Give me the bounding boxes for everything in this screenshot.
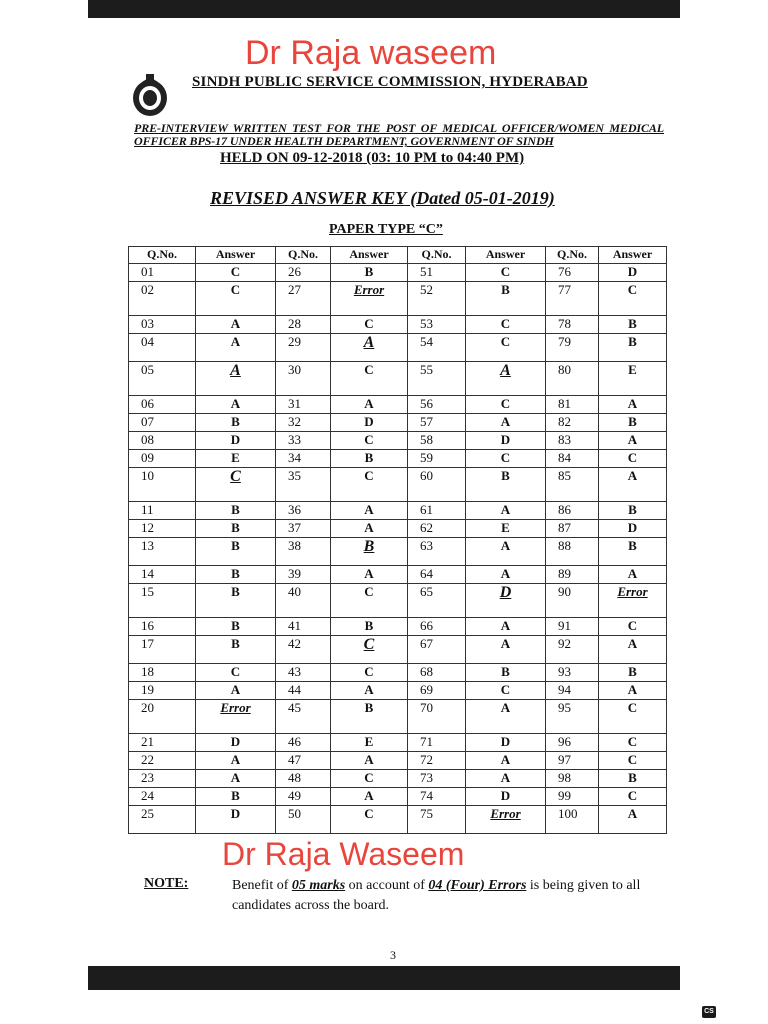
answer-cell: C	[466, 682, 546, 700]
answer-cell: B	[331, 538, 408, 566]
question-number-cell: 86	[546, 502, 599, 520]
table-row	[129, 362, 667, 396]
answer-cell: D	[599, 520, 667, 538]
question-number-cell: 41	[276, 618, 331, 636]
question-number-cell: 66	[408, 618, 466, 636]
question-number-cell: 10	[129, 468, 196, 502]
answer-cell: C	[331, 316, 408, 334]
question-number-cell: 39	[276, 566, 331, 584]
question-number-cell: 58	[408, 432, 466, 450]
table-row	[129, 636, 667, 664]
question-number-cell: 49	[276, 788, 331, 806]
answer-cell: C	[466, 450, 546, 468]
answer-cell: D	[331, 414, 408, 432]
answer-cell: C	[331, 806, 408, 834]
answer-cell: D	[466, 734, 546, 752]
question-number-cell: 08	[129, 432, 196, 450]
table-row	[129, 618, 667, 636]
question-number-cell: 82	[546, 414, 599, 432]
question-number-cell: 60	[408, 468, 466, 502]
answer-cell: B	[331, 700, 408, 734]
answer-cell: B	[331, 618, 408, 636]
answer-cell: A	[196, 682, 276, 700]
table-row	[129, 788, 667, 806]
question-number-cell: 80	[546, 362, 599, 396]
question-number-cell: 45	[276, 700, 331, 734]
question-number-cell: 54	[408, 334, 466, 362]
question-number-cell: 01	[129, 264, 196, 282]
question-number-cell: 77	[546, 282, 599, 316]
question-number-cell: 89	[546, 566, 599, 584]
question-number-cell: 17	[129, 636, 196, 664]
table-row	[129, 450, 667, 468]
note-text-part: on account of	[345, 878, 429, 893]
page-number: 3	[390, 948, 396, 962]
question-number-cell: 97	[546, 752, 599, 770]
test-subtitle: PRE-INTERVIEW WRITTEN TEST FOR THE POST OF MEDICAL OFFICER/WOMEN MEDICAL OFFICER BPS-17 UNDER HEALTH DEPARTMENT, GOVERNMENT OF SINDH	[134, 121, 664, 148]
question-number-cell: 79	[546, 334, 599, 362]
answer-cell: Error	[466, 806, 546, 834]
answer-cell: C	[599, 282, 667, 316]
answer-cell: C	[331, 770, 408, 788]
header-answer: Answer	[466, 247, 546, 264]
answer-cell: Error	[196, 700, 276, 734]
table-row	[129, 396, 667, 414]
table-row	[129, 414, 667, 432]
answer-cell: A	[466, 566, 546, 584]
answer-cell: Error	[331, 282, 408, 316]
commission-emblem-icon	[130, 72, 170, 118]
question-number-cell: 98	[546, 770, 599, 788]
answer-cell: A	[331, 566, 408, 584]
question-number-cell: 85	[546, 468, 599, 502]
table-row	[129, 682, 667, 700]
answer-cell: C	[196, 664, 276, 682]
answer-cell: A	[599, 806, 667, 834]
question-number-cell: 11	[129, 502, 196, 520]
question-number-cell: 61	[408, 502, 466, 520]
answer-cell: A	[599, 566, 667, 584]
answer-cell: D	[466, 432, 546, 450]
revised-answer-key-title: REVISED ANSWER KEY (Dated 05-01-2019)	[210, 188, 555, 208]
bottom-scan-border	[88, 966, 680, 990]
answer-cell: B	[599, 316, 667, 334]
question-number-cell: 53	[408, 316, 466, 334]
answer-cell: A	[331, 752, 408, 770]
answer-cell: B	[599, 664, 667, 682]
question-number-cell: 44	[276, 682, 331, 700]
question-number-cell: 30	[276, 362, 331, 396]
note-label: NOTE:	[144, 876, 189, 891]
answer-cell: C	[466, 316, 546, 334]
scanner-badge-icon: CS	[702, 1006, 716, 1018]
question-number-cell: 62	[408, 520, 466, 538]
answer-cell: A	[466, 752, 546, 770]
answer-cell: B	[196, 566, 276, 584]
answer-cell: B	[599, 502, 667, 520]
answer-cell: C	[331, 362, 408, 396]
question-number-cell: 68	[408, 664, 466, 682]
question-number-cell: 19	[129, 682, 196, 700]
answer-cell: B	[466, 664, 546, 682]
answer-cell: B	[599, 538, 667, 566]
watermark-top: Dr Raja waseem	[245, 34, 497, 72]
table-row	[129, 282, 667, 316]
question-number-cell: 20	[129, 700, 196, 734]
question-number-cell: 99	[546, 788, 599, 806]
answer-cell: B	[331, 450, 408, 468]
answer-cell: C	[196, 468, 276, 502]
question-number-cell: 96	[546, 734, 599, 752]
question-number-cell: 47	[276, 752, 331, 770]
question-number-cell: 28	[276, 316, 331, 334]
answer-cell: D	[466, 788, 546, 806]
table-row	[129, 584, 667, 618]
question-number-cell: 78	[546, 316, 599, 334]
answer-cell: C	[599, 752, 667, 770]
answer-cell: C	[331, 636, 408, 664]
answer-cell: B	[196, 584, 276, 618]
answer-cell: B	[599, 414, 667, 432]
table-row	[129, 700, 667, 734]
question-number-cell: 92	[546, 636, 599, 664]
question-number-cell: 25	[129, 806, 196, 834]
answer-cell: A	[599, 682, 667, 700]
question-number-cell: 26	[276, 264, 331, 282]
table-row	[129, 806, 667, 834]
answer-cell: B	[196, 502, 276, 520]
note-marks: 05 marks	[291, 878, 346, 893]
question-number-cell: 22	[129, 752, 196, 770]
answer-cell: C	[196, 282, 276, 316]
table-row	[129, 334, 667, 362]
answer-cell: B	[331, 264, 408, 282]
question-number-cell: 38	[276, 538, 331, 566]
answer-cell: A	[331, 682, 408, 700]
question-number-cell: 05	[129, 362, 196, 396]
answer-cell: C	[599, 618, 667, 636]
answer-cell: C	[466, 334, 546, 362]
question-number-cell: 48	[276, 770, 331, 788]
answer-cell: D	[196, 432, 276, 450]
answer-cell: E	[331, 734, 408, 752]
question-number-cell: 27	[276, 282, 331, 316]
answer-cell: A	[466, 538, 546, 566]
question-number-cell: 34	[276, 450, 331, 468]
answer-cell: B	[196, 414, 276, 432]
question-number-cell: 84	[546, 450, 599, 468]
question-number-cell: 55	[408, 362, 466, 396]
question-number-cell: 50	[276, 806, 331, 834]
answer-cell: A	[599, 468, 667, 502]
answer-cell: A	[331, 788, 408, 806]
question-number-cell: 95	[546, 700, 599, 734]
question-number-cell: 04	[129, 334, 196, 362]
question-number-cell: 24	[129, 788, 196, 806]
answer-cell: B	[466, 282, 546, 316]
note-text-part: is being given to all candidates across the board.	[232, 878, 641, 913]
header-qno: Q.No.	[408, 247, 466, 264]
question-number-cell: 94	[546, 682, 599, 700]
note-text	[232, 876, 662, 916]
question-number-cell: 14	[129, 566, 196, 584]
question-number-cell: 40	[276, 584, 331, 618]
answer-cell: A	[599, 636, 667, 664]
header-answer: Answer	[331, 247, 408, 264]
answer-cell: A	[466, 636, 546, 664]
question-number-cell: 02	[129, 282, 196, 316]
table-row	[129, 566, 667, 584]
header-qno: Q.No.	[129, 247, 196, 264]
table-row	[129, 502, 667, 520]
question-number-cell: 18	[129, 664, 196, 682]
question-number-cell: 67	[408, 636, 466, 664]
answer-cell: A	[331, 502, 408, 520]
answer-cell: C	[331, 468, 408, 502]
answer-cell: A	[196, 334, 276, 362]
question-number-cell: 83	[546, 432, 599, 450]
answer-cell: C	[466, 264, 546, 282]
question-number-cell: 37	[276, 520, 331, 538]
header-qno: Q.No.	[546, 247, 599, 264]
question-number-cell: 09	[129, 450, 196, 468]
answer-cell: B	[599, 334, 667, 362]
answer-cell: A	[196, 770, 276, 788]
table-row	[129, 770, 667, 788]
table-row	[129, 432, 667, 450]
note-text-part: Benefit of	[232, 878, 292, 893]
answer-cell: A	[599, 396, 667, 414]
answer-cell: A	[331, 396, 408, 414]
question-number-cell: 63	[408, 538, 466, 566]
question-number-cell: 91	[546, 618, 599, 636]
answer-cell: C	[331, 432, 408, 450]
answer-cell: D	[196, 734, 276, 752]
answer-cell: C	[196, 264, 276, 282]
answer-cell: C	[599, 700, 667, 734]
question-number-cell: 21	[129, 734, 196, 752]
table-row	[129, 752, 667, 770]
table-row	[129, 734, 667, 752]
answer-cell: A	[466, 414, 546, 432]
answer-cell: A	[196, 362, 276, 396]
answer-cell: A	[331, 334, 408, 362]
answer-cell: A	[196, 316, 276, 334]
table-row	[129, 538, 667, 566]
question-number-cell: 87	[546, 520, 599, 538]
watermark-bottom: Dr Raja Waseem	[222, 836, 465, 872]
answer-cell: B	[196, 618, 276, 636]
paper-type: PAPER TYPE “C”	[329, 222, 443, 237]
question-number-cell: 15	[129, 584, 196, 618]
question-number-cell: 35	[276, 468, 331, 502]
question-number-cell: 76	[546, 264, 599, 282]
question-number-cell: 59	[408, 450, 466, 468]
answer-cell: E	[196, 450, 276, 468]
question-number-cell: 42	[276, 636, 331, 664]
question-number-cell: 64	[408, 566, 466, 584]
table-header-row	[129, 247, 667, 264]
table-row	[129, 664, 667, 682]
header-answer: Answer	[196, 247, 276, 264]
question-number-cell: 16	[129, 618, 196, 636]
answer-cell: A	[466, 502, 546, 520]
question-number-cell: 72	[408, 752, 466, 770]
answer-cell: C	[331, 664, 408, 682]
answer-cell: E	[466, 520, 546, 538]
question-number-cell: 23	[129, 770, 196, 788]
header-answer: Answer	[599, 247, 667, 264]
answer-cell: C	[466, 396, 546, 414]
question-number-cell: 81	[546, 396, 599, 414]
answer-cell: Error	[599, 584, 667, 618]
question-number-cell: 32	[276, 414, 331, 432]
question-number-cell: 07	[129, 414, 196, 432]
question-number-cell: 75	[408, 806, 466, 834]
answer-cell: A	[331, 520, 408, 538]
question-number-cell: 46	[276, 734, 331, 752]
answer-cell: D	[196, 806, 276, 834]
answer-cell: A	[196, 396, 276, 414]
question-number-cell: 13	[129, 538, 196, 566]
answer-cell: B	[196, 538, 276, 566]
question-number-cell: 73	[408, 770, 466, 788]
table-row	[129, 468, 667, 502]
question-number-cell: 33	[276, 432, 331, 450]
answer-cell: B	[196, 520, 276, 538]
question-number-cell: 100	[546, 806, 599, 834]
answer-cell: B	[196, 636, 276, 664]
answer-cell: C	[599, 734, 667, 752]
answer-cell: A	[466, 362, 546, 396]
answer-cell: B	[466, 468, 546, 502]
answer-cell: D	[466, 584, 546, 618]
question-number-cell: 69	[408, 682, 466, 700]
answer-cell: A	[466, 770, 546, 788]
question-number-cell: 51	[408, 264, 466, 282]
question-number-cell: 65	[408, 584, 466, 618]
table-row	[129, 316, 667, 334]
table-row	[129, 264, 667, 282]
header-qno: Q.No.	[276, 247, 331, 264]
question-number-cell: 90	[546, 584, 599, 618]
question-number-cell: 57	[408, 414, 466, 432]
answer-cell: C	[599, 450, 667, 468]
held-on-date: HELD ON 09-12-2018 (03: 10 PM to 04:40 PM)	[220, 150, 525, 166]
top-scan-border	[88, 0, 680, 18]
answer-cell: C	[331, 584, 408, 618]
question-number-cell: 88	[546, 538, 599, 566]
answer-cell: E	[599, 362, 667, 396]
answer-cell: D	[599, 264, 667, 282]
answer-cell: A	[466, 700, 546, 734]
table-row	[129, 520, 667, 538]
question-number-cell: 12	[129, 520, 196, 538]
question-number-cell: 06	[129, 396, 196, 414]
answer-cell: B	[196, 788, 276, 806]
answer-cell: A	[466, 618, 546, 636]
question-number-cell: 43	[276, 664, 331, 682]
question-number-cell: 36	[276, 502, 331, 520]
question-number-cell: 93	[546, 664, 599, 682]
answer-key-table	[128, 246, 667, 834]
question-number-cell: 71	[408, 734, 466, 752]
answer-cell: B	[599, 770, 667, 788]
question-number-cell: 52	[408, 282, 466, 316]
question-number-cell: 70	[408, 700, 466, 734]
question-number-cell: 29	[276, 334, 331, 362]
question-number-cell: 74	[408, 788, 466, 806]
organization-name: SINDH PUBLIC SERVICE COMMISSION, HYDERABAD	[192, 74, 588, 90]
note-errors: 04 (Four) Errors	[428, 878, 527, 893]
question-number-cell: 03	[129, 316, 196, 334]
question-number-cell: 31	[276, 396, 331, 414]
answer-cell: C	[599, 788, 667, 806]
answer-cell: A	[599, 432, 667, 450]
question-number-cell: 56	[408, 396, 466, 414]
answer-cell: A	[196, 752, 276, 770]
